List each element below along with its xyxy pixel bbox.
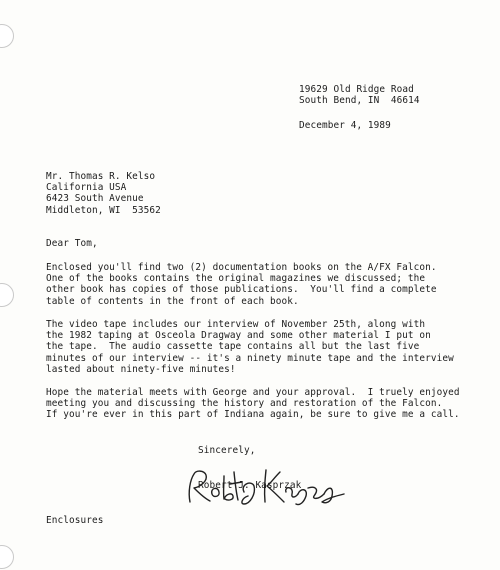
body-line: minutes of our interview -- it's a ninety minute tape and the interview [46,352,454,364]
recipient-name: Mr. Thomas R. Kelso [46,171,156,182]
body-line: Enclosed you'll find two (2) documentation books on the A/FX Falcon. [46,262,437,273]
body-paragraph [46,319,454,375]
binder-hole [0,545,14,569]
binder-hole [0,283,14,307]
body-paragraph [46,262,437,307]
signer-name: Robert J. Kasprzak [198,480,302,491]
salutation-text: Dear Tom, [46,238,98,249]
recipient-address-line: California USA [46,182,127,194]
sender-address [299,84,420,106]
recipient-address [46,171,161,216]
body-paragraph [46,387,460,421]
body-line: table of contents in the front of each book. [46,295,299,307]
closing [198,445,255,456]
body-line: If you're ever in this part of Indiana again, be sure to give me a call. [46,409,460,421]
body-line: One of the books contains the original magazines we discussed; the [46,273,426,285]
recipient-address-line: Middleton, WI 53562 [46,204,161,216]
letter-date [299,120,391,131]
binder-hole [0,24,14,48]
body-line: the tape. The audio cassette tape contains all but the last five [46,341,420,353]
sender-address-line: South Bend, IN 46614 [299,95,420,107]
signature-block [198,480,301,491]
closing-text: Sincerely, [198,445,256,456]
body-line: other book has copies of those publications. You'll find a complete [46,284,437,296]
sender-address-line: 19629 Old Ridge Road [299,84,414,95]
enclosure-text: Enclosures [46,515,104,526]
recipient-address-line: 6423 South Avenue [46,193,144,205]
body-line: lasted about ninety-five minutes! [46,363,236,375]
body-line: Hope the material meets with George and your approval. I truely enjoyed [46,387,460,398]
body-line: the 1982 taping at Osceola Dragway and some other material I put on [46,330,431,342]
body-line: The video tape includes our interview of November 25th, along with [46,319,426,330]
body-line: meeting you and discussing the history and restoration of the Falcon. [46,398,443,410]
salutation [46,238,98,249]
date-text: December 4, 1989 [299,120,391,131]
enclosure-note [46,515,103,526]
